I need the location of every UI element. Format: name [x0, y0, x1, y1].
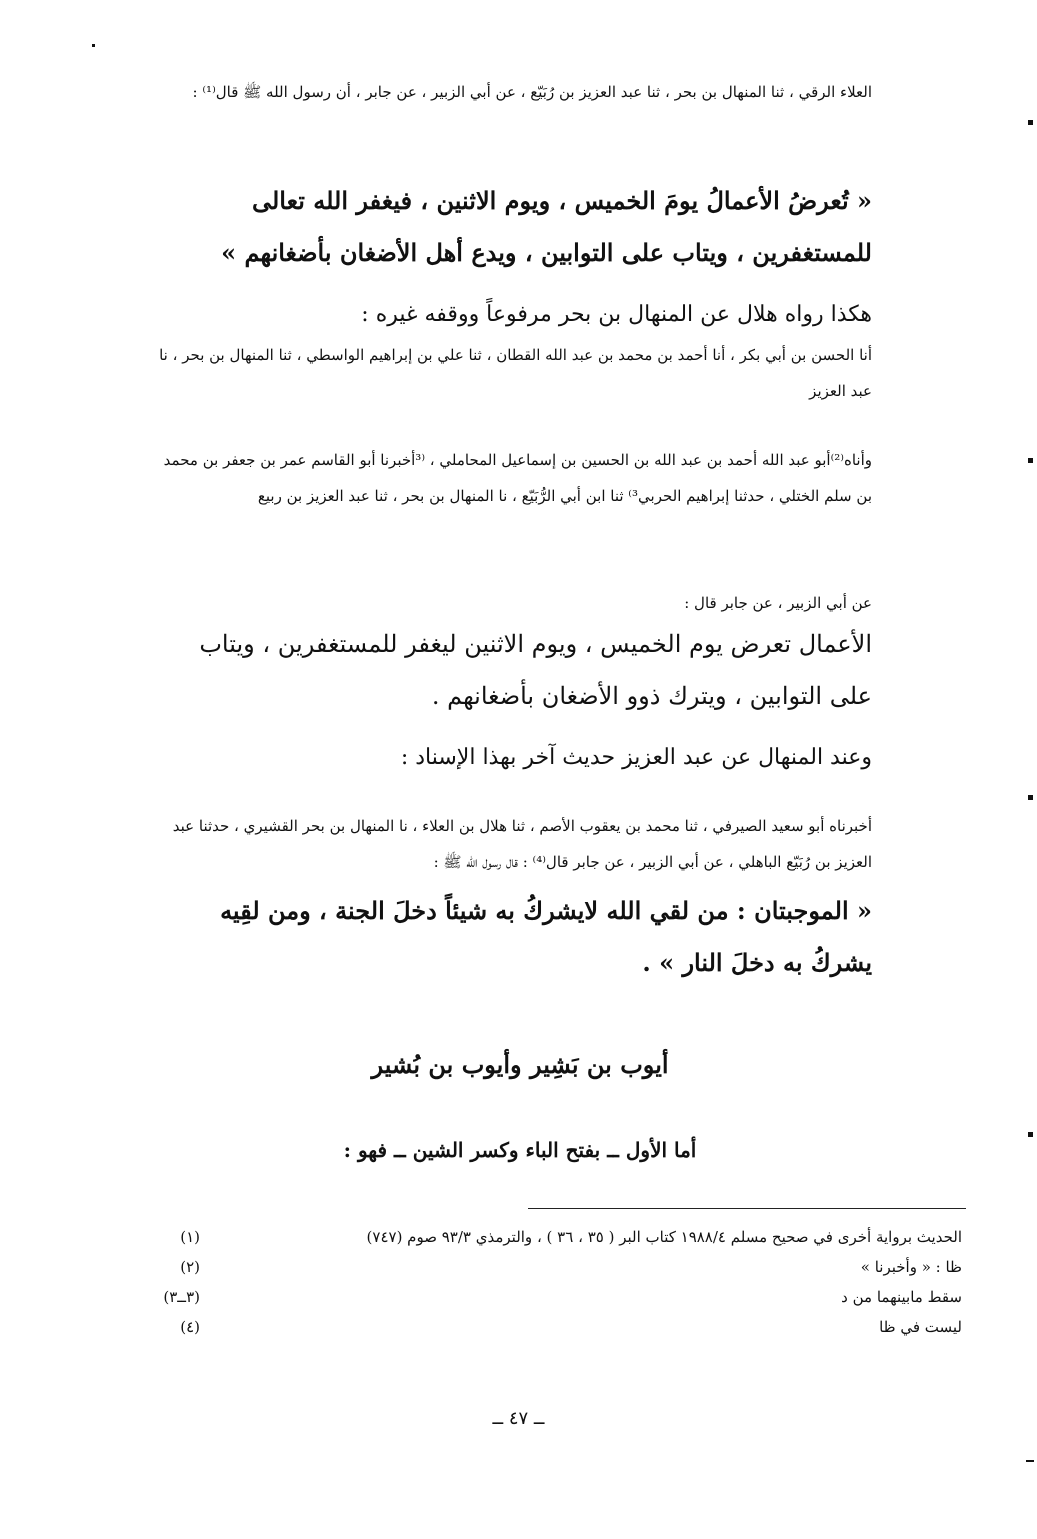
footnote-text: الحديث برواية أخرى في صحيح مسلم ١٩٨٨/٤ كتاب البر ( ٣٥ ، ٣٦ ) ، والترمذي ٩٣/٣ صوم (٧٤٧) [366, 1228, 962, 1246]
hadith-text-3: « الموجبتان : من لقي الله لايشركُ به شيئاً دخلَ الجنة ، ومن لقِيه يشركُ به دخلَ النار » . [220, 896, 872, 977]
footnote-number: (٣ــ٣) [163, 1288, 200, 1306]
footnote-divider [528, 1208, 966, 1209]
footnote-1 [162, 1222, 962, 1252]
hadith-text-1: « تُعرضُ الأعمالُ يومَ الخميس ، ويوم الاثنين ، فيغفر الله تعالى للمستغفرين ، ويتاب على التوابين ، ويدع أهل الأضغان بأضغانهم » [221, 186, 872, 267]
sub-heading: أما الأول ــ بفتح الباء وكسر الشين ــ فهو : [343, 1138, 697, 1162]
isnad-paragraph-2: أنا الحسن بن أبي بكر ، أنا أحمد بن محمد بن عبد الله القطان ، ثنا علي بن إبراهيم الواسطي ، ثنا المنهال بن بحر ، نا عبد العزيز [159, 346, 872, 400]
page-number: ــ ٤٧ ــ [492, 1408, 545, 1429]
footnote-number: (١) [180, 1228, 200, 1246]
footnote-text: ظا : « وأخبرنا » [860, 1258, 962, 1276]
footnote-4 [162, 1312, 962, 1342]
isnad-paragraph-5: أخبرناه أبو سعيد الصيرفي ، ثنا محمد بن يعقوب الأصم ، ثنا هلال بن العلاء ، نا المنهال بن بحر القشيري ، حدثنا عبد العزيز بن رُبَيّع الباهلي ، عن أبي الزبير ، عن جابر قال⁽⁴⁾ : قال رسول الله ﷺ : [172, 817, 872, 871]
footnote-text: ليست في ظا [879, 1318, 962, 1336]
margin-mark [1028, 458, 1033, 463]
footnote-text: سقط مابينهما من د [841, 1288, 962, 1306]
isnad-paragraph-4: عن أبي الزبير ، عن جابر قال : [684, 594, 872, 612]
footnote-2 [162, 1252, 962, 1282]
isnad-paragraph-1: العلاء الرقي ، ثنا المنهال بن بحر ، ثنا عبد العزيز بن رُبَيّع ، عن أبي الزبير ، عن جابر ، أن رسول الله ﷺ قال⁽¹⁾ : [192, 83, 872, 101]
footnote-number: (٢) [180, 1258, 200, 1276]
scan-speck [92, 44, 95, 47]
footnote-3 [162, 1282, 962, 1312]
margin-mark [1028, 795, 1033, 800]
margin-mark [1026, 1460, 1034, 1462]
hadith-text-2: الأعمال تعرض يوم الخميس ، ويوم الاثنين ليغفر للمستغفرين ، ويتاب على التوابين ، ويترك ذوو الأضغان بأضغانهم . [199, 630, 872, 710]
section-heading: أيوب بن بَشِير وأيوب بن بُشير [371, 1050, 669, 1079]
statement-1: هكذا رواه هلال عن المنهال بن بحر مرفوعاً ووقفه غيره : [361, 302, 872, 327]
margin-mark [1028, 120, 1033, 125]
footnote-number: (٤) [180, 1318, 200, 1336]
isnad-paragraph-3: وأناه⁽²⁾أبو عبد الله أحمد بن عبد الله بن الحسين بن إسماعيل المحاملي ، ⁽³أخبرنا أبو القاسم عمر بن جعفر بن محمد بن سلم الختلي ، حدثنا إبراهيم الحربي³⁾ ثنا ابن أبي الرُّبَيّع ، نا المنهال بن بحر ، ثنا عبد العزيز بن ربيع [163, 451, 872, 505]
statement-2: وعند المنهال عن عبد العزيز حديث آخر بهذا الإسناد : [400, 745, 872, 770]
footnotes [162, 1222, 962, 1342]
margin-mark [1028, 1132, 1033, 1137]
